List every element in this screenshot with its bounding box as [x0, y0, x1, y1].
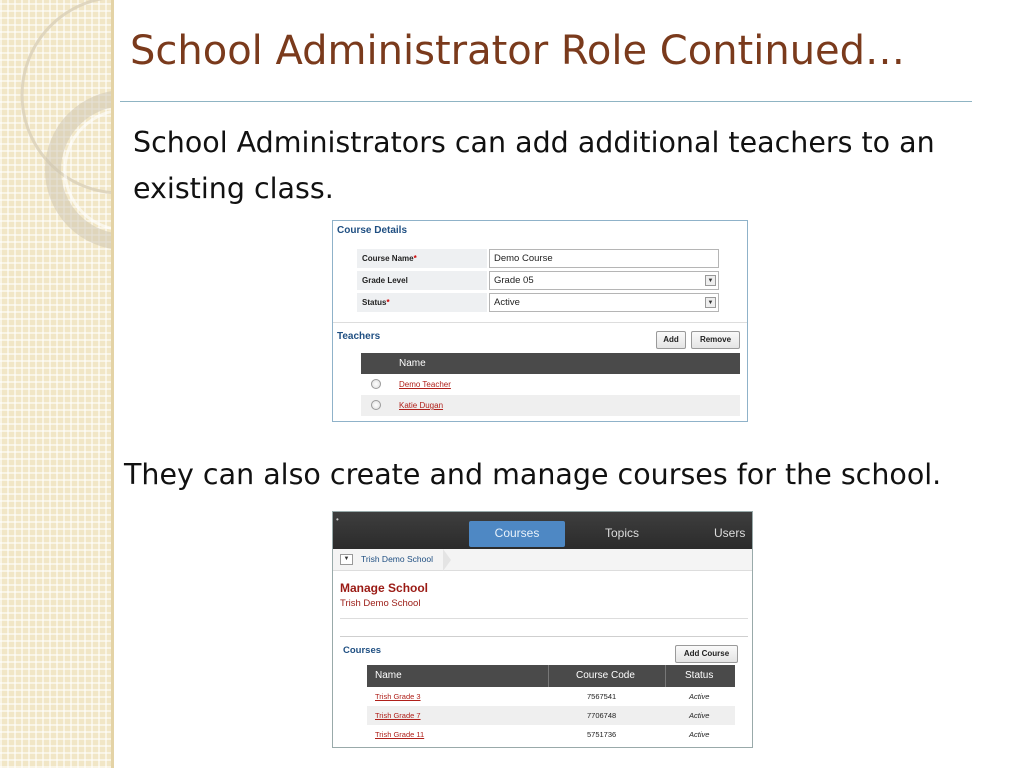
decorative-side-panel — [0, 0, 114, 768]
decorative-rings — [0, 0, 114, 768]
status-select[interactable] — [489, 293, 719, 312]
teacher-link[interactable]: Demo Teacher — [399, 380, 451, 389]
course-details-heading: Course Details — [337, 225, 408, 236]
status-label: Status* — [357, 293, 487, 312]
code-column-header: Course Code — [576, 670, 635, 681]
grade-level-select[interactable] — [489, 271, 719, 290]
grade-level-label: Grade Level — [357, 271, 487, 290]
add-teacher-button[interactable]: Add — [656, 331, 686, 349]
table-header — [361, 353, 740, 374]
table-row — [361, 374, 740, 395]
tab-users[interactable]: Users — [714, 526, 746, 540]
table-row — [361, 395, 740, 416]
status-value: Active — [494, 297, 520, 308]
add-course-button[interactable]: Add Course — [675, 645, 738, 663]
chevron-down-icon[interactable]: ▼ — [340, 554, 353, 565]
course-code: 7567541 — [587, 692, 617, 701]
course-code: 7706748 — [587, 711, 617, 720]
course-link[interactable]: Trish Grade 11 — [375, 730, 425, 739]
courses-table — [367, 665, 735, 744]
column-divider — [548, 665, 549, 687]
course-status: Active — [689, 692, 710, 701]
tab-courses[interactable]: Courses — [469, 521, 565, 547]
breadcrumb — [333, 549, 753, 571]
table-row — [367, 687, 735, 706]
remove-teacher-button[interactable]: Remove — [691, 331, 740, 349]
teachers-table — [361, 353, 740, 416]
name-column-header: Name — [375, 670, 402, 681]
breadcrumb-school[interactable]: Trish Demo School — [361, 554, 433, 564]
course-name-input[interactable]: Demo Course — [489, 249, 719, 268]
courses-heading: Courses — [343, 645, 382, 656]
name-column-header: Name — [399, 358, 426, 369]
table-header — [367, 665, 735, 687]
status-column-header: Status — [685, 670, 714, 681]
course-status: Active — [689, 730, 710, 739]
course-status: Active — [689, 711, 710, 720]
manage-school-screenshot — [332, 511, 753, 748]
course-link[interactable]: Trish Grade 7 — [375, 711, 421, 720]
chevron-down-icon[interactable]: ▼ — [705, 297, 716, 308]
course-code: 5751736 — [587, 730, 617, 739]
course-name-label: Course Name* — [357, 249, 487, 268]
slide-title: School Administrator Role Continued… — [130, 28, 906, 74]
grade-level-value: Grade 05 — [494, 275, 534, 286]
table-row — [367, 706, 735, 725]
teachers-heading: Teachers — [337, 331, 381, 342]
table-row — [367, 725, 735, 744]
nav-dot: • — [336, 515, 339, 524]
manage-school-subtitle: Trish Demo School — [340, 598, 421, 609]
chevron-down-icon[interactable]: ▼ — [705, 275, 716, 286]
paragraph-manage-courses: They can also create and manage courses for the school. — [124, 458, 942, 491]
title-divider — [120, 101, 972, 102]
course-link[interactable]: Trish Grade 3 — [375, 692, 421, 701]
courses-section — [340, 636, 748, 748]
tab-topics[interactable]: Topics — [605, 526, 640, 540]
section-divider — [340, 618, 748, 619]
manage-school-title: Manage School — [340, 581, 429, 595]
top-nav — [333, 512, 753, 549]
teacher-radio[interactable] — [371, 400, 381, 410]
teacher-radio[interactable] — [371, 379, 381, 389]
side-panel-edge — [111, 0, 114, 768]
course-name-row — [357, 249, 737, 268]
teacher-link[interactable]: Katie Dugan — [399, 401, 444, 410]
grade-level-row — [357, 271, 737, 290]
breadcrumb-arrow — [443, 549, 451, 571]
column-divider — [665, 665, 666, 687]
status-row — [357, 293, 737, 312]
section-divider — [333, 322, 747, 323]
course-details-screenshot — [332, 220, 748, 422]
paragraph-add-teachers: School Administrators can add additional teachers to an existing class. — [133, 126, 935, 205]
